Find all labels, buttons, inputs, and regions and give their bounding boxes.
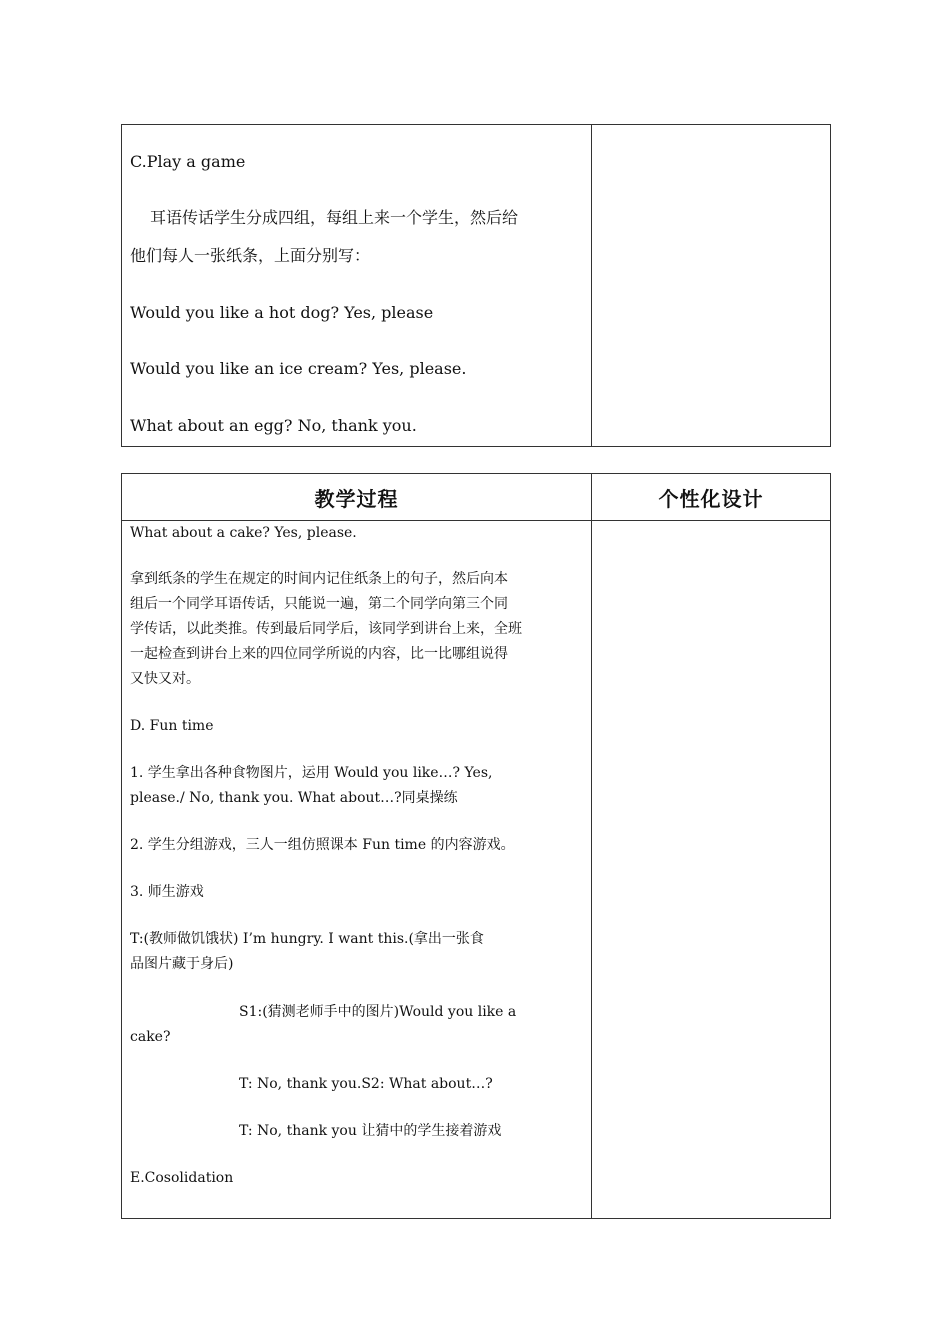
text-line: cake? [130, 1029, 171, 1045]
text-line: S1:(猜测老师手中的图片)Would you like a [239, 1004, 517, 1020]
procedure-cell [122, 521, 592, 1219]
personalized-design-cell [592, 125, 831, 447]
header-teaching-process: 教学过程 [122, 474, 592, 521]
procedure-cell [122, 125, 592, 447]
lesson-table [121, 473, 831, 1219]
text-line: 拿到纸条的学生在规定的时间内记住纸条上的句子，然后向本 [130, 571, 508, 587]
text-line: 学传话，以此类推。传到最后同学后，该同学到讲台上来，全班 [130, 621, 522, 637]
text-line: T: No, thank you.S2: What about…? [239, 1076, 493, 1092]
header-personalized-design: 个性化设计 [592, 474, 831, 521]
text-line: 3. 师生游戏 [130, 884, 204, 900]
continuation-table [121, 124, 831, 447]
text-line: 又快又对。 [130, 671, 200, 687]
text-line: T: No, thank you 让猜中的学生接着游戏 [239, 1123, 502, 1139]
text-line: 组后一个同学耳语传话，只能说一遍，第二个同学向第三个同 [130, 596, 508, 612]
text-line: 2. 学生分组游戏，三人一组仿照课本 Fun time 的内容游戏。 [130, 837, 515, 853]
game-description-line: 他们每人一张纸条，上面分别写： [130, 246, 371, 265]
text-line: 一起检查到讲台上来的四位同学所说的内容，比一比哪组说得 [130, 646, 508, 662]
section-heading-c: C.Play a game [130, 152, 246, 171]
section-heading-e: E.Cosolidation [130, 1170, 234, 1186]
text-line: 1. 学生拿出各种食物图片，运用 Would you like…? Yes, [130, 765, 493, 781]
section-heading-d: D. Fun time [130, 718, 214, 734]
text-line: please./ No, thank you. What about…?同桌操练 [130, 790, 458, 806]
text-line: 品图片藏于身后) [130, 956, 234, 972]
text-line: What about a cake? Yes, please. [130, 525, 357, 541]
personalized-design-cell [592, 521, 831, 1219]
text-line: T:(教师做饥饿状) I’m hungry. I want this.(拿出一张食 [130, 931, 484, 947]
dialogue-line: Would you like an ice cream? Yes, please. [130, 359, 467, 378]
dialogue-line: What about an egg? No, thank you. [130, 416, 417, 435]
dialogue-line: Would you like a hot dog? Yes, please [130, 303, 434, 322]
game-description-line: 耳语传话学生分成四组，每组上来一个学生，然后给 [150, 208, 519, 227]
